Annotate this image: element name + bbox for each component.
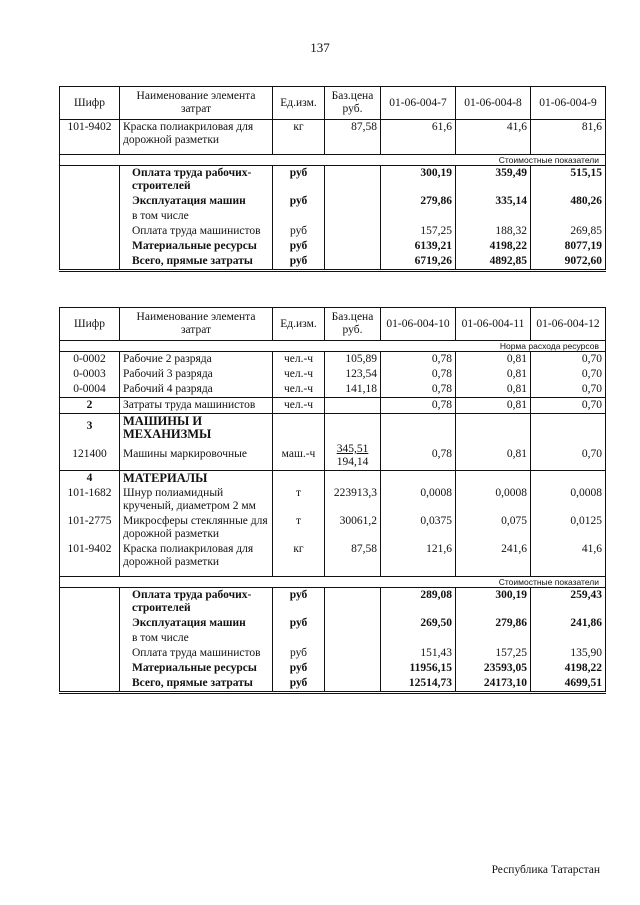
row-name: Рабочий 4 разряда bbox=[120, 382, 273, 398]
row-unit: руб bbox=[273, 166, 325, 195]
row-v1: 279,86 bbox=[381, 194, 456, 209]
row-v3: 9072,60 bbox=[531, 254, 606, 271]
table-row bbox=[60, 661, 606, 676]
header-unit: Ед.изм. bbox=[273, 308, 325, 341]
table-header-row bbox=[60, 308, 606, 341]
row-code: 0-0003 bbox=[60, 367, 120, 382]
row-unit: руб bbox=[273, 194, 325, 209]
row-name: Оплата труда рабочих-строителей bbox=[120, 166, 273, 195]
row-v2: 23593,05 bbox=[456, 661, 531, 676]
row-v1 bbox=[381, 209, 456, 224]
row-price bbox=[325, 194, 381, 209]
table-row bbox=[60, 194, 606, 209]
row-unit: т bbox=[273, 514, 325, 542]
row-v3: 0,0008 bbox=[531, 486, 606, 514]
row-code bbox=[60, 661, 120, 676]
row-v1: 12514,73 bbox=[381, 676, 456, 693]
table-row bbox=[60, 646, 606, 661]
row-code: 101-9402 bbox=[60, 120, 120, 149]
table-row bbox=[60, 542, 606, 570]
row-v3: 0,70 bbox=[531, 382, 606, 398]
row-v2 bbox=[456, 209, 531, 224]
row-name: Микросферы стеклянные для дорожной разметки bbox=[120, 514, 273, 542]
row-price bbox=[325, 239, 381, 254]
table-row bbox=[60, 382, 606, 398]
row-v2: 41,6 bbox=[456, 120, 531, 149]
price-secondary: 194,14 bbox=[336, 456, 369, 468]
row-v3: 480,26 bbox=[531, 194, 606, 209]
row-unit: руб bbox=[273, 616, 325, 631]
row-price bbox=[325, 254, 381, 271]
row-v2: 241,6 bbox=[456, 542, 531, 570]
table-row bbox=[60, 616, 606, 631]
price-primary: 345,51 bbox=[336, 443, 369, 455]
row-code bbox=[60, 588, 120, 617]
header-col1: 01-06-004-10 bbox=[381, 308, 456, 341]
row-price bbox=[325, 631, 381, 646]
row-v3: 4198,22 bbox=[531, 661, 606, 676]
row-v1: 6139,21 bbox=[381, 239, 456, 254]
table-row bbox=[60, 676, 606, 693]
table-row bbox=[60, 631, 606, 646]
table-row bbox=[60, 209, 606, 224]
row-v2: 335,14 bbox=[456, 194, 531, 209]
row-unit: руб bbox=[273, 676, 325, 693]
row-v2: 0,81 bbox=[456, 352, 531, 368]
row-code bbox=[60, 224, 120, 239]
row-code: 0-0002 bbox=[60, 352, 120, 368]
row-code bbox=[60, 239, 120, 254]
row-name: в том числе bbox=[120, 209, 273, 224]
row-v3 bbox=[531, 631, 606, 646]
table-row bbox=[60, 239, 606, 254]
section-row bbox=[60, 414, 606, 443]
row-v1: 0,78 bbox=[381, 352, 456, 368]
table-row bbox=[60, 398, 606, 414]
row-code bbox=[60, 646, 120, 661]
row-name: Рабочие 2 разряда bbox=[120, 352, 273, 368]
row-code bbox=[60, 209, 120, 224]
row-v1: 6719,26 bbox=[381, 254, 456, 271]
row-v2: 300,19 bbox=[456, 588, 531, 617]
estimate-table-1 bbox=[59, 86, 606, 272]
row-name: Краска полиакриловая для дорожной разметки bbox=[120, 542, 273, 570]
row-v2: 279,86 bbox=[456, 616, 531, 631]
row-v3: 0,70 bbox=[531, 442, 606, 471]
row-v1: 300,19 bbox=[381, 166, 456, 195]
row-name: Краска полиакриловая для дорожной разметки bbox=[120, 120, 273, 149]
row-v1: 11956,15 bbox=[381, 661, 456, 676]
row-v1: 269,50 bbox=[381, 616, 456, 631]
row-name: Оплата труда рабочих-строителей bbox=[120, 588, 273, 617]
row-code bbox=[60, 254, 120, 271]
row-price bbox=[325, 661, 381, 676]
row-code bbox=[60, 194, 120, 209]
row-code: 121400 bbox=[60, 442, 120, 471]
row-unit bbox=[273, 209, 325, 224]
row-v2: 0,0008 bbox=[456, 486, 531, 514]
row-v3: 0,70 bbox=[531, 352, 606, 368]
caption-cost: Стоимостные показатели bbox=[60, 577, 606, 588]
row-price: 223913,3 bbox=[325, 486, 381, 514]
row-v3: 0,70 bbox=[531, 367, 606, 382]
row-v3: 4699,51 bbox=[531, 676, 606, 693]
estimate-table-2 bbox=[59, 307, 606, 694]
table-row bbox=[60, 588, 606, 617]
row-v2: 0,075 bbox=[456, 514, 531, 542]
row-v2: 4198,22 bbox=[456, 239, 531, 254]
caption-norm: Норма расхода ресурсов bbox=[60, 341, 606, 352]
row-price bbox=[325, 442, 381, 471]
row-v1: 0,78 bbox=[381, 398, 456, 414]
row-price: 87,58 bbox=[325, 542, 381, 570]
row-v2: 157,25 bbox=[456, 646, 531, 661]
row-unit: руб bbox=[273, 588, 325, 617]
row-v2: 359,49 bbox=[456, 166, 531, 195]
row-unit: кг bbox=[273, 120, 325, 149]
table-row bbox=[60, 514, 606, 542]
row-unit: руб bbox=[273, 254, 325, 271]
row-unit: т bbox=[273, 486, 325, 514]
row-v1: 157,25 bbox=[381, 224, 456, 239]
row-price bbox=[325, 209, 381, 224]
row-v3: 8077,19 bbox=[531, 239, 606, 254]
header-col1: 01-06-004-7 bbox=[381, 87, 456, 120]
row-v3: 241,86 bbox=[531, 616, 606, 631]
row-price bbox=[325, 166, 381, 195]
row-name: Всего, прямые затраты bbox=[120, 676, 273, 693]
section-code: 4 bbox=[60, 471, 120, 487]
row-name: Затраты труда машинистов bbox=[120, 398, 273, 414]
row-v3: 259,43 bbox=[531, 588, 606, 617]
row-price: 105,89 bbox=[325, 352, 381, 368]
table-row bbox=[60, 486, 606, 514]
row-v1: 61,6 bbox=[381, 120, 456, 149]
row-v3: 135,90 bbox=[531, 646, 606, 661]
row-code bbox=[60, 616, 120, 631]
row-name: Рабочий 3 разряда bbox=[120, 367, 273, 382]
row-name: Шнур полиамидный крученый, диаметром 2 мм bbox=[120, 486, 273, 514]
table-row bbox=[60, 352, 606, 368]
row-v3: 81,6 bbox=[531, 120, 606, 149]
row-v1: 121,6 bbox=[381, 542, 456, 570]
row-code: 2 bbox=[60, 398, 120, 414]
row-name: Оплата труда машинистов bbox=[120, 646, 273, 661]
header-base-price: Баз.цена руб. bbox=[325, 308, 381, 341]
header-unit: Ед.изм. bbox=[273, 87, 325, 120]
header-col3: 01-06-004-12 bbox=[531, 308, 606, 341]
row-price bbox=[325, 646, 381, 661]
section-row bbox=[60, 471, 606, 487]
header-base-price: Баз.цена руб. bbox=[325, 87, 381, 120]
header-code: Шифр bbox=[60, 87, 120, 120]
row-v3: 0,0125 bbox=[531, 514, 606, 542]
row-price: 123,54 bbox=[325, 367, 381, 382]
caption-row bbox=[60, 577, 606, 588]
row-unit: руб bbox=[273, 661, 325, 676]
row-price bbox=[325, 588, 381, 617]
row-v2: 0,81 bbox=[456, 367, 531, 382]
row-unit: руб bbox=[273, 224, 325, 239]
row-unit: руб bbox=[273, 646, 325, 661]
caption-cost: Стоимостные показатели bbox=[60, 155, 606, 166]
row-v2: 188,32 bbox=[456, 224, 531, 239]
row-unit: чел.-ч bbox=[273, 382, 325, 398]
table-row bbox=[60, 254, 606, 271]
section-code: 3 bbox=[60, 414, 120, 443]
row-name: Оплата труда машинистов bbox=[120, 224, 273, 239]
row-unit: маш.-ч bbox=[273, 442, 325, 471]
row-name: в том числе bbox=[120, 631, 273, 646]
row-v1: 0,78 bbox=[381, 367, 456, 382]
row-v2: 4892,85 bbox=[456, 254, 531, 271]
row-v1: 151,43 bbox=[381, 646, 456, 661]
row-price bbox=[325, 224, 381, 239]
row-v1: 0,0375 bbox=[381, 514, 456, 542]
row-price: 87,58 bbox=[325, 120, 381, 149]
row-v1: 0,78 bbox=[381, 382, 456, 398]
row-unit: чел.-ч bbox=[273, 352, 325, 368]
row-code: 101-1682 bbox=[60, 486, 120, 514]
row-unit: руб bbox=[273, 239, 325, 254]
header-name: Наименование элемента затрат bbox=[120, 87, 273, 120]
row-v1: 289,08 bbox=[381, 588, 456, 617]
row-v3: 0,70 bbox=[531, 398, 606, 414]
row-price bbox=[325, 616, 381, 631]
row-code: 101-9402 bbox=[60, 542, 120, 570]
section-title: МАШИНЫ И МЕХАНИЗМЫ bbox=[120, 414, 273, 443]
table-row bbox=[60, 442, 606, 471]
table-header-row bbox=[60, 87, 606, 120]
row-unit: кг bbox=[273, 542, 325, 570]
caption-row bbox=[60, 341, 606, 352]
row-v2: 0,81 bbox=[456, 398, 531, 414]
row-code bbox=[60, 166, 120, 195]
header-code: Шифр bbox=[60, 308, 120, 341]
header-col2: 01-06-004-8 bbox=[456, 87, 531, 120]
table-row bbox=[60, 120, 606, 149]
row-price bbox=[325, 676, 381, 693]
row-name: Материальные ресурсы bbox=[120, 239, 273, 254]
row-unit: чел.-ч bbox=[273, 398, 325, 414]
table-row bbox=[60, 367, 606, 382]
table-row bbox=[60, 224, 606, 239]
row-unit: чел.-ч bbox=[273, 367, 325, 382]
row-v1: 0,0008 bbox=[381, 486, 456, 514]
row-v3: 515,15 bbox=[531, 166, 606, 195]
region-footer: Республика Татарстан bbox=[491, 864, 600, 876]
row-v2: 24173,10 bbox=[456, 676, 531, 693]
row-v2: 0,81 bbox=[456, 442, 531, 471]
row-name: Эксплуатация машин bbox=[120, 194, 273, 209]
row-v3 bbox=[531, 209, 606, 224]
header-col2: 01-06-004-11 bbox=[456, 308, 531, 341]
section-title: МАТЕРИАЛЫ bbox=[120, 471, 273, 487]
row-v2 bbox=[456, 631, 531, 646]
row-name: Всего, прямые затраты bbox=[120, 254, 273, 271]
row-v3: 269,85 bbox=[531, 224, 606, 239]
row-name: Эксплуатация машин bbox=[120, 616, 273, 631]
row-code: 0-0004 bbox=[60, 382, 120, 398]
header-name: Наименование элемента затрат bbox=[120, 308, 273, 341]
row-name: Материальные ресурсы bbox=[120, 661, 273, 676]
row-v2: 0,81 bbox=[456, 382, 531, 398]
header-col3: 01-06-004-9 bbox=[531, 87, 606, 120]
row-price bbox=[325, 398, 381, 414]
page-number: 137 bbox=[310, 40, 330, 55]
row-name: Машины маркировочные bbox=[120, 442, 273, 471]
table-row bbox=[60, 166, 606, 195]
row-price: 30061,2 bbox=[325, 514, 381, 542]
row-code: 101-2775 bbox=[60, 514, 120, 542]
row-code bbox=[60, 676, 120, 693]
row-price: 141,18 bbox=[325, 382, 381, 398]
row-code bbox=[60, 631, 120, 646]
row-unit bbox=[273, 631, 325, 646]
row-v1: 0,78 bbox=[381, 442, 456, 471]
row-v1 bbox=[381, 631, 456, 646]
caption-row bbox=[60, 155, 606, 166]
row-v3: 41,6 bbox=[531, 542, 606, 570]
